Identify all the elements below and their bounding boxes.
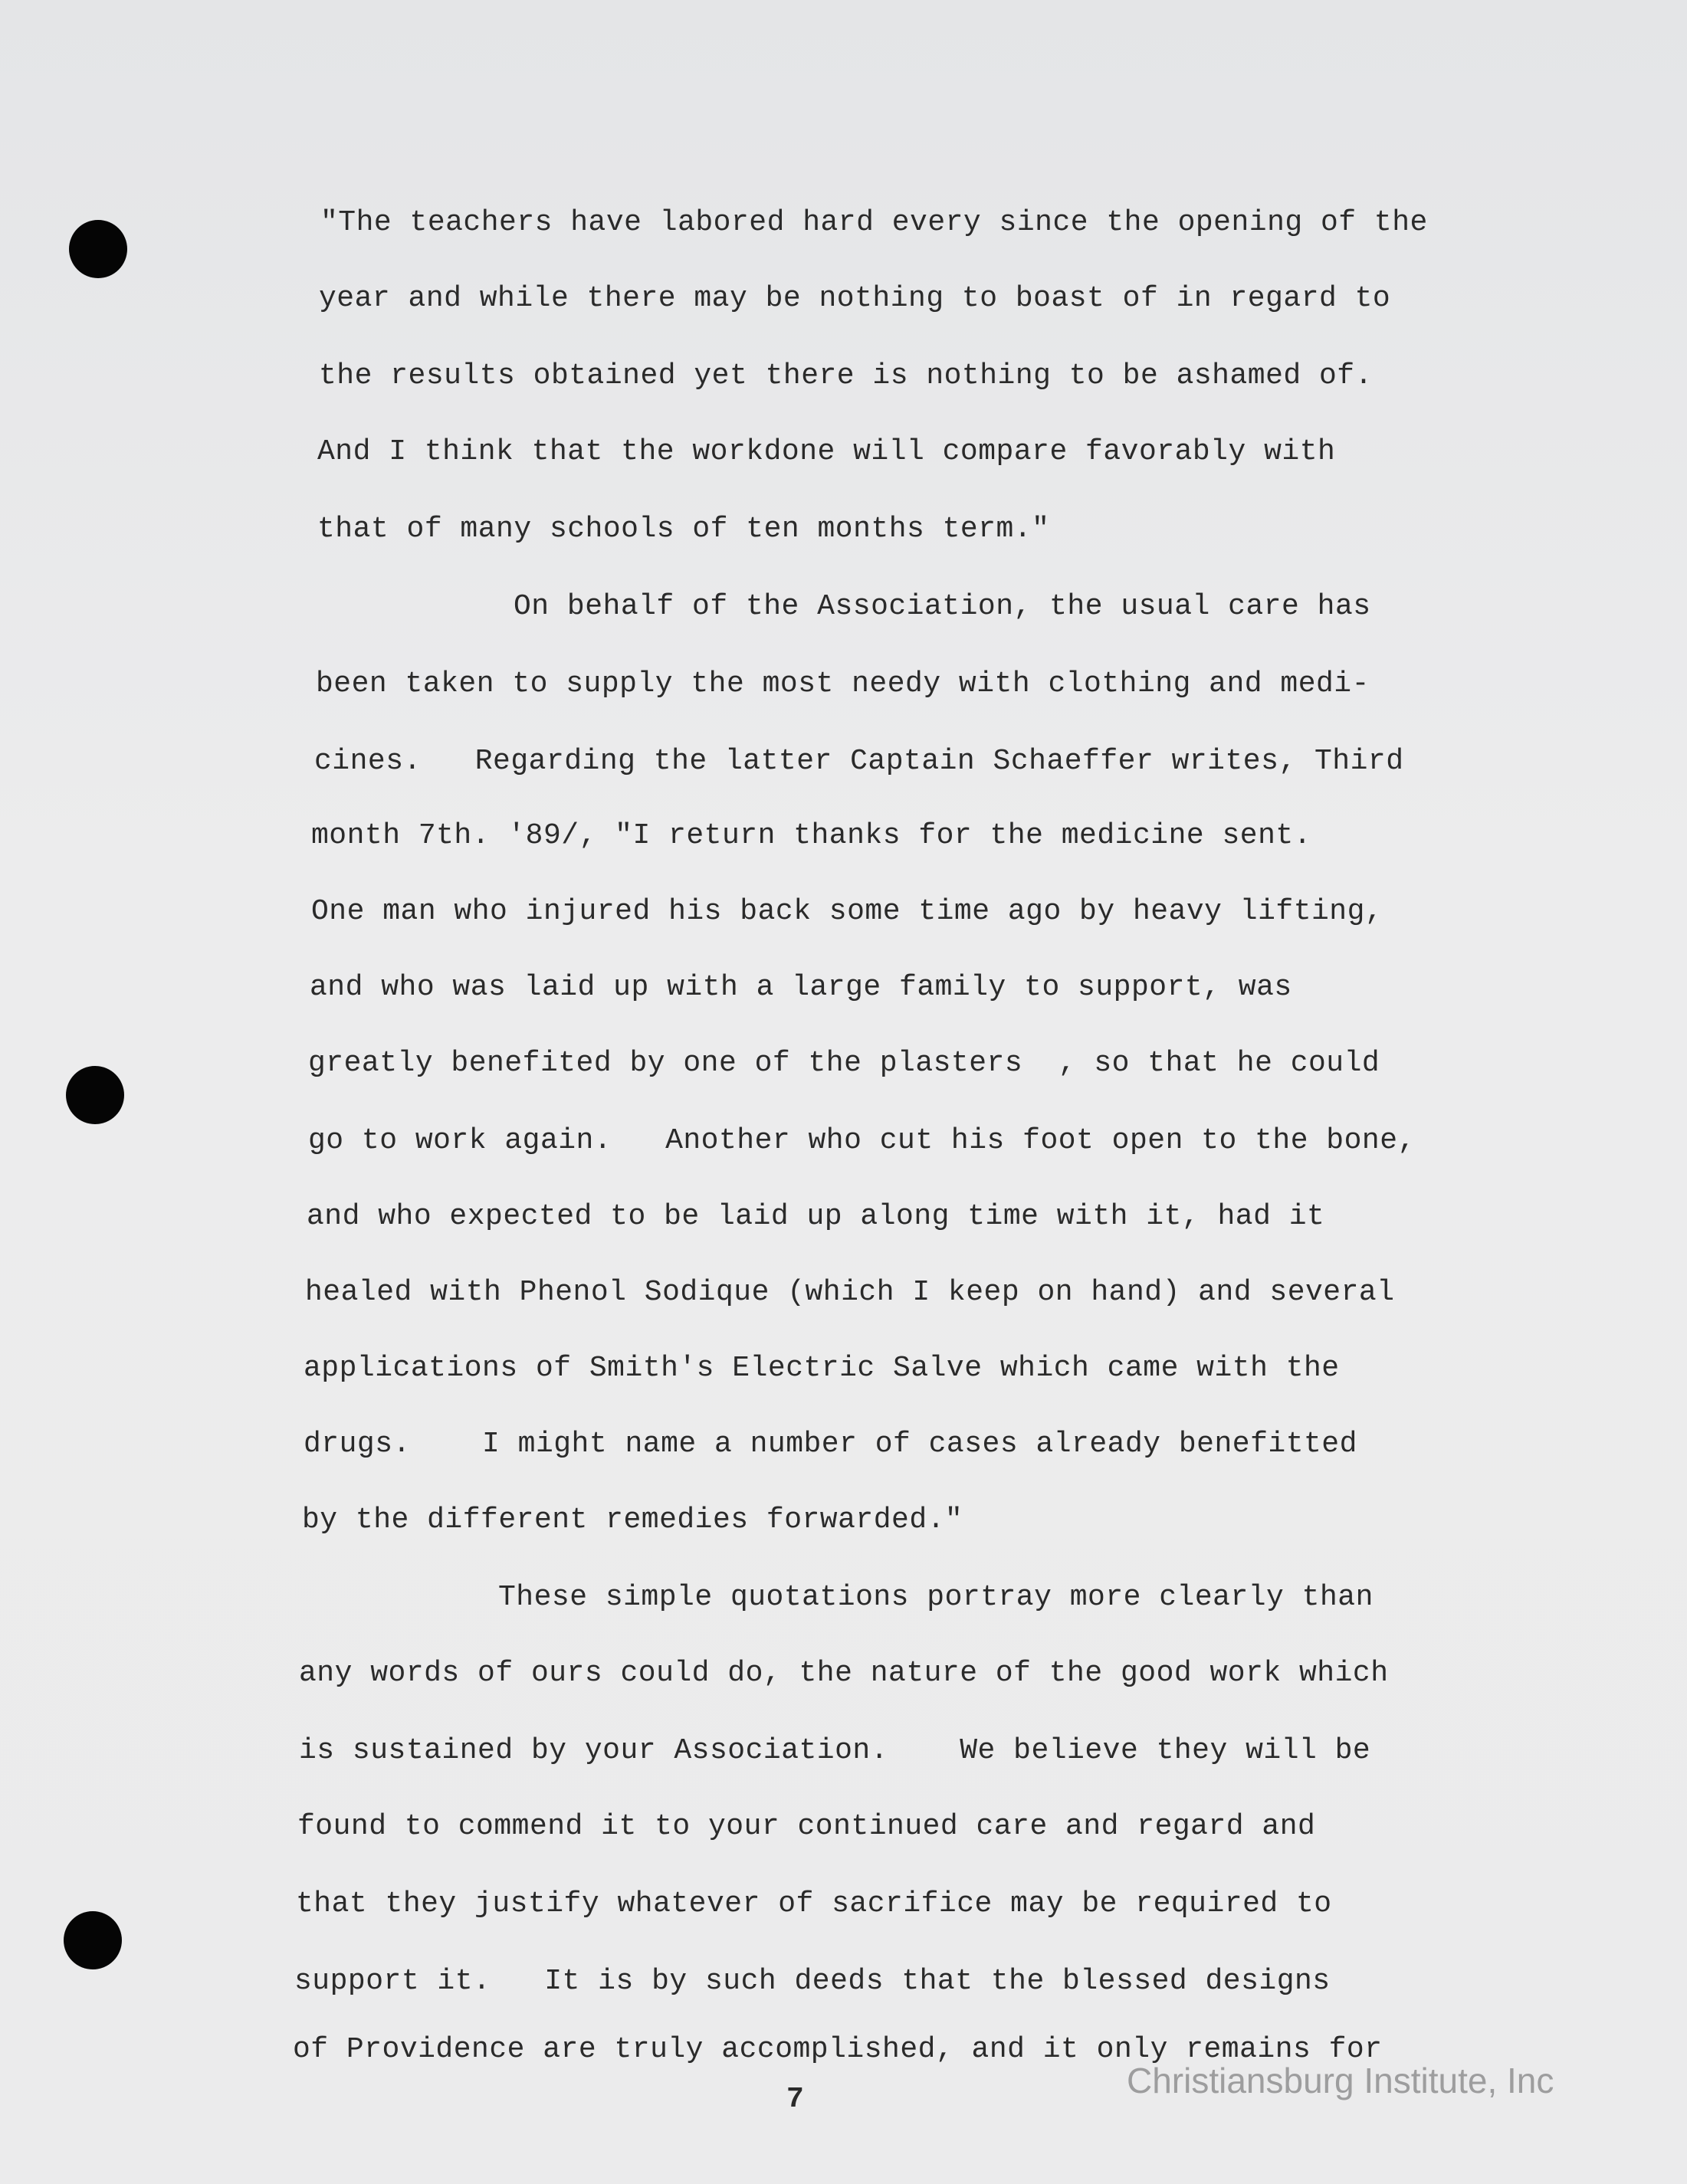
watermark: Christiansburg Institute, Inc <box>1127 2061 1554 2100</box>
text-line: is sustained by your Association. We believe they will be <box>299 1734 1371 1767</box>
text-line: One man who injured his back some time ago by heavy lifting, <box>311 895 1383 928</box>
text-line: year and while there may be nothing to boast of in regard to <box>319 282 1391 315</box>
text-line: greatly benefited by one of the plasters , so that he could <box>308 1047 1380 1080</box>
text-line: These simple quotations portray more clearly than <box>498 1581 1374 1614</box>
text-line: And I think that the workdone will compare favorably with <box>317 435 1336 468</box>
text-line: that they justify whatever of sacrifice may be required to <box>296 1887 1332 1920</box>
punch-hole-top <box>69 220 127 278</box>
text-line: by the different remedies forwarded." <box>302 1504 963 1536</box>
text-line: drugs. I might name a number of cases already benefitted <box>304 1428 1357 1461</box>
text-line: been taken to supply the most needy with clothing and medi- <box>316 667 1370 700</box>
text-line: month 7th. '89/, "I return thanks for the medicine sent. <box>311 819 1312 852</box>
text-line: the results obtained yet there is nothing to be ashamed of. <box>319 359 1373 392</box>
text-line: support it. It is by such deeds that the blessed designs <box>294 1965 1331 1998</box>
text-line: go to work again. Another who cut his foot open to the bone, <box>308 1124 1416 1157</box>
punch-hole-middle <box>66 1066 124 1124</box>
text-line: On behalf of the Association, the usual care has <box>514 590 1371 623</box>
punch-hole-bottom <box>64 1911 122 1969</box>
text-line: healed with Phenol Sodique (which I keep on hand) and several <box>305 1276 1395 1309</box>
text-line: that of many schools of ten months term." <box>317 513 1050 546</box>
text-line: and who was laid up with a large family to support, was <box>310 971 1292 1004</box>
page-number: 7 <box>786 2083 804 2116</box>
text-line: cines. Regarding the latter Captain Schaeffer writes, Third <box>314 745 1404 778</box>
text-line: "The teachers have labored hard every since the opening of the <box>320 206 1428 239</box>
text-line: found to commend it to your continued care and regard and <box>297 1810 1316 1843</box>
text-line: of Providence are truly accomplished, and it only remains for <box>293 2033 1383 2066</box>
text-line: applications of Smith's Electric Salve which came with the <box>304 1352 1340 1385</box>
text-line: any words of ours could do, the nature of the good work which <box>299 1657 1389 1690</box>
text-line: and who expected to be laid up along time with it, had it <box>307 1200 1325 1233</box>
